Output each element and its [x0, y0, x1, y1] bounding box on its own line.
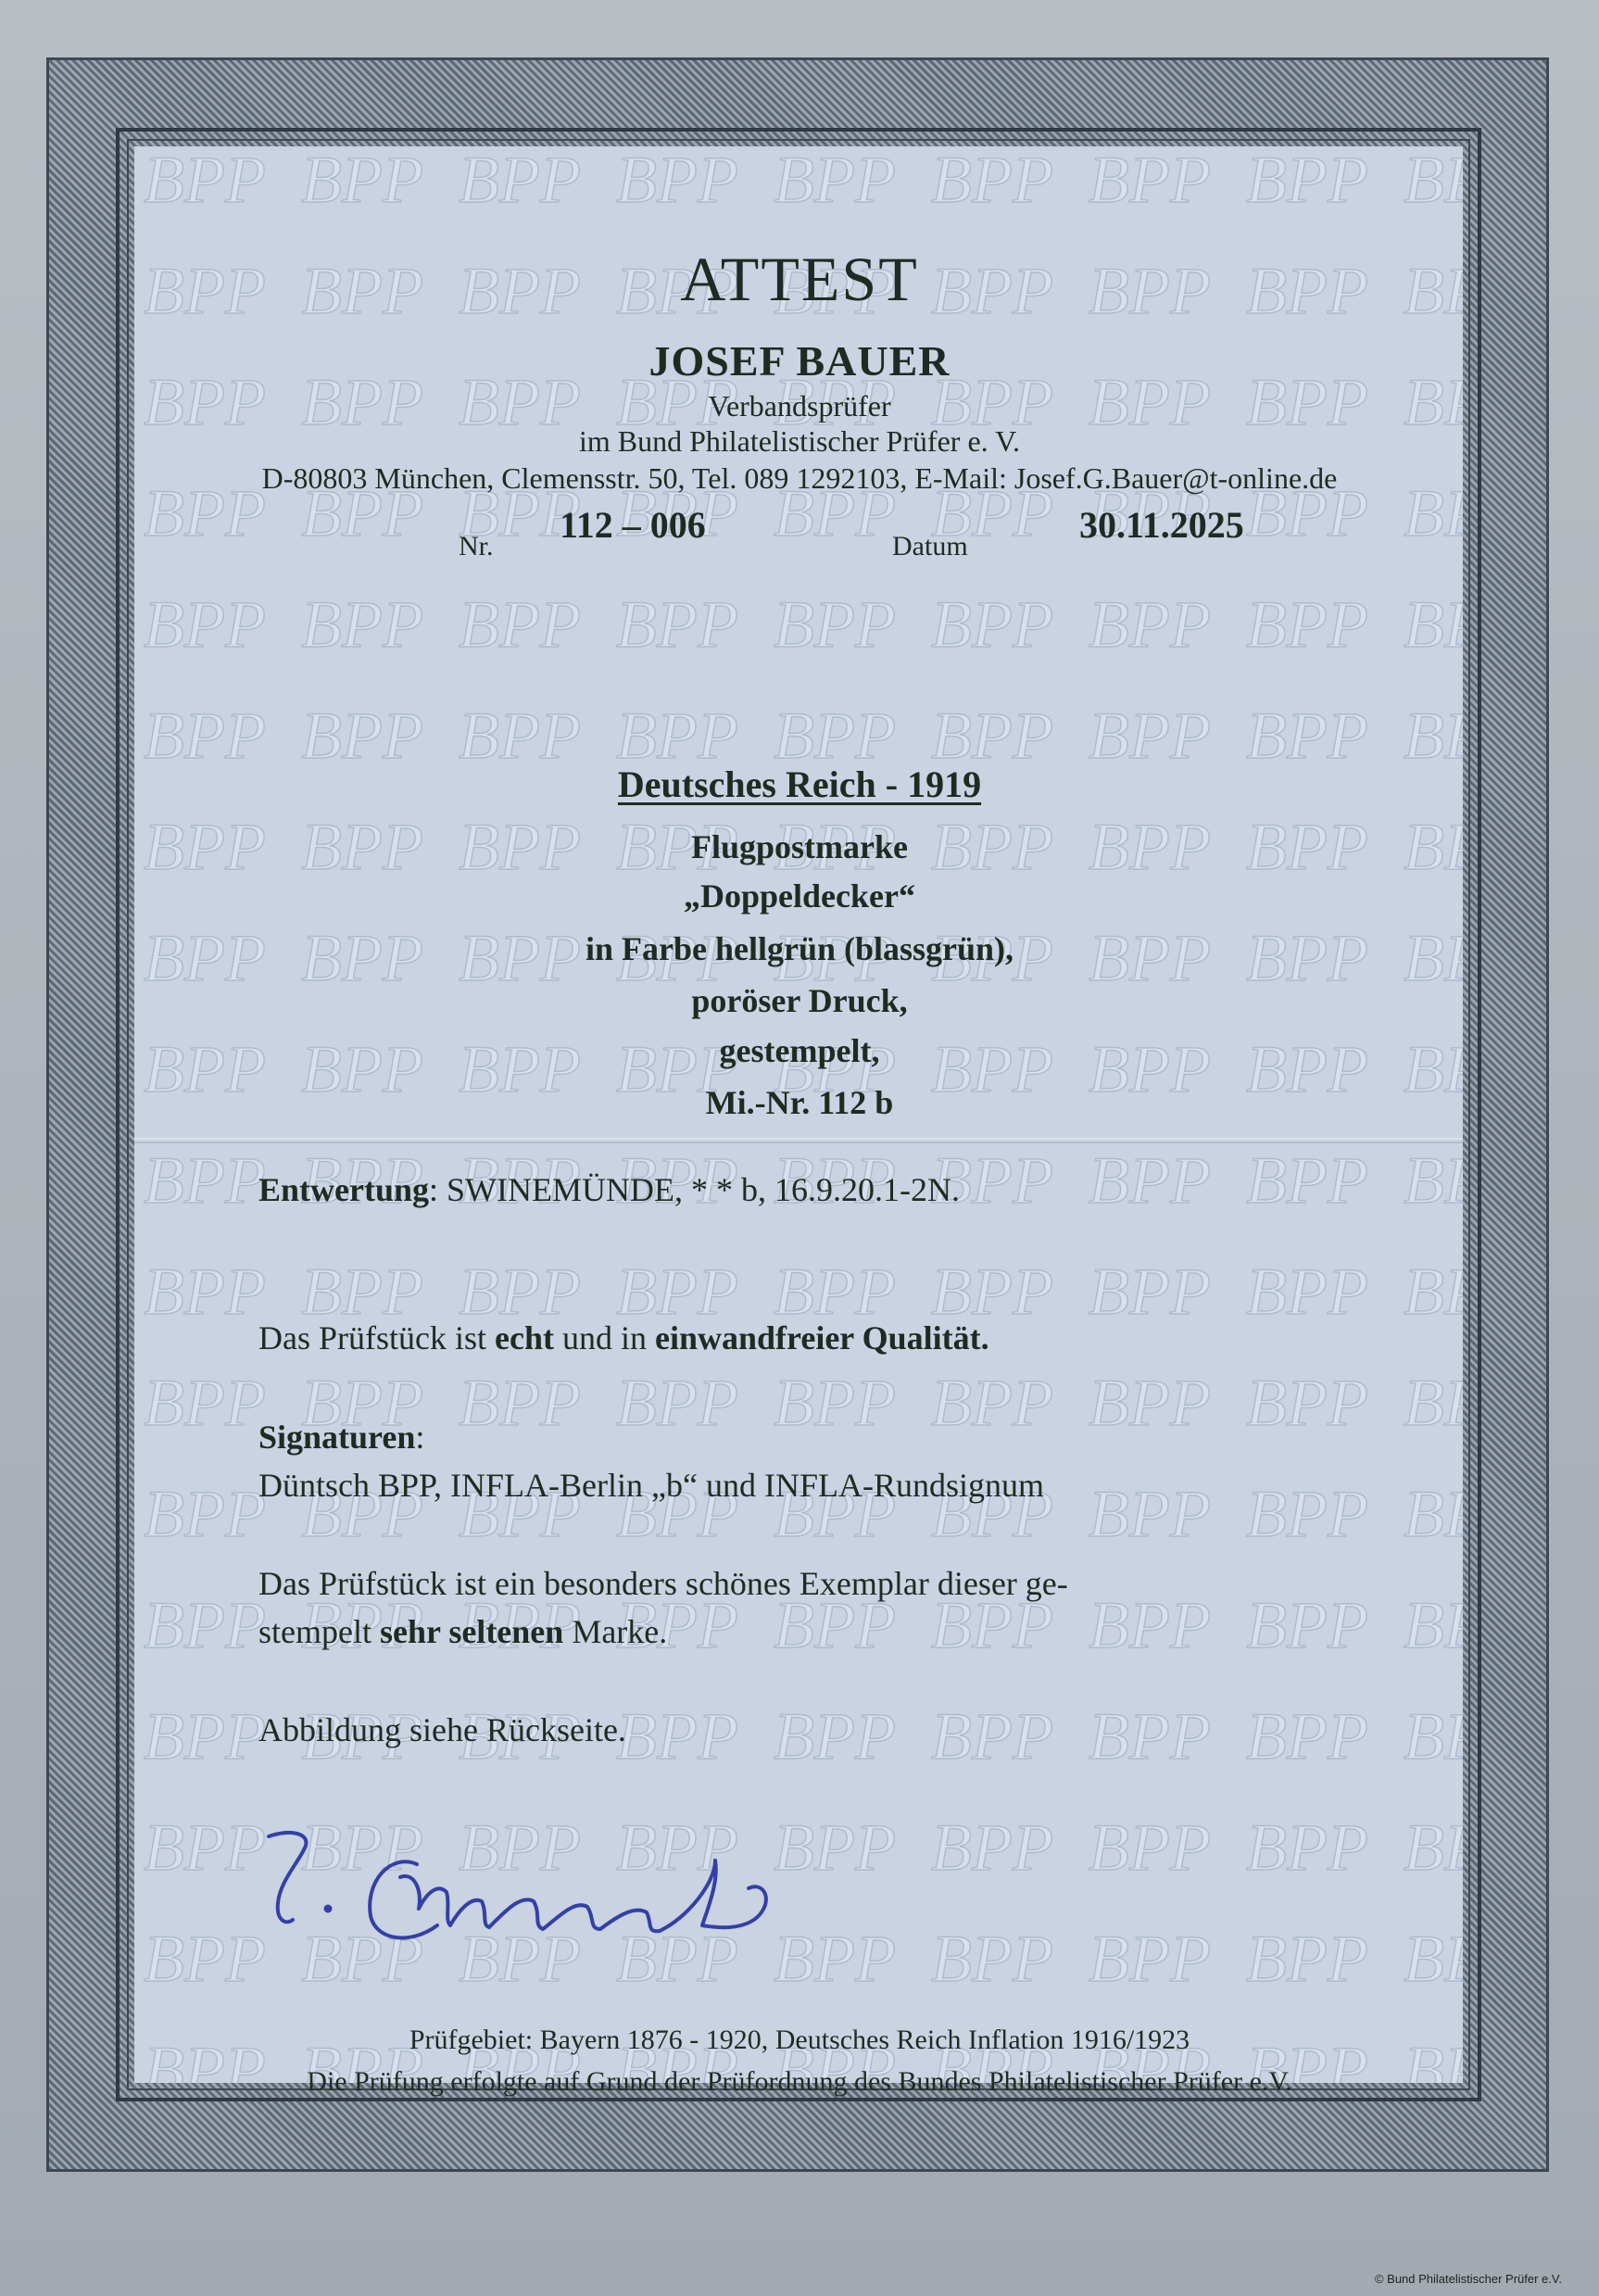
number-label: Nr.	[459, 531, 494, 561]
subject-line: „Doppeldecker“	[684, 877, 915, 915]
subject-title: Deutsches Reich - 1919	[617, 763, 982, 805]
subject-line: in Farbe hellgrün (blassgrün),	[585, 930, 1014, 967]
signatures-heading: Signaturen:	[258, 1419, 425, 1456]
examiner-role: Verbandsprüfer	[708, 389, 891, 423]
date-label: Datum	[892, 531, 968, 561]
examination-basis: Die Prüfung erfolgte auf Grund der Prüfordnung des Bundes Philatelistischer Prüfer e.V.	[307, 2066, 1292, 2097]
remark-emphasis: sehr seltenen	[379, 1613, 564, 1650]
handwritten-signature	[252, 1816, 826, 1964]
cancellation-value: : SWINEMÜNDE, * * b, 16.9.20.1-2N.	[429, 1171, 960, 1208]
cancellation-label: Entwertung	[258, 1171, 430, 1208]
subject-line: gestempelt,	[719, 1032, 880, 1069]
signatures-value: Düntsch BPP, INFLA-Berlin „b“ und INFLA-Rundsignum	[258, 1467, 1044, 1504]
certificate-date: 30.11.2025	[1079, 504, 1244, 546]
image-note: Abbildung siehe Rückseite.	[258, 1711, 626, 1748]
examination-scope: Prüfgebiet: Bayern 1876 - 1920, Deutsches Reich Inflation 1916/1923	[409, 2025, 1190, 2055]
copyright-notice: © Bund Philatelistischer Prüfer e.V.	[1374, 2272, 1562, 2286]
certificate-number: 112 – 006	[560, 504, 706, 546]
examiner-association: im Bund Philatelistischer Prüfer e. V.	[578, 424, 1021, 458]
remark-line-2: stempelt sehr seltenen Marke.	[258, 1613, 668, 1650]
examiner-name: JOSEF BAUER	[648, 337, 951, 385]
verdict-line: Das Prüfstück ist echt und in einwandfreier Qualität.	[258, 1319, 989, 1356]
verdict-quality: einwandfreier Qualität.	[654, 1319, 989, 1356]
paper-fold	[134, 1138, 1463, 1143]
cancellation-line	[258, 1170, 960, 1209]
subject-line: Flugpostmarke	[691, 828, 908, 865]
subject-line: poröser Druck,	[691, 982, 908, 1019]
remark-line-1: Das Prüfstück ist ein besonders schönes Exemplar dieser ge-	[258, 1565, 1068, 1602]
verdict-genuine: echt	[495, 1319, 554, 1356]
subject-line: Mi.-Nr. 112 b	[705, 1084, 894, 1121]
examiner-address: D-80803 München, Clemensstr. 50, Tel. 089 1292103, E-Mail: Josef.G.Bauer@t-online.de	[261, 461, 1338, 495]
certificate-title: ATTEST	[680, 244, 919, 314]
